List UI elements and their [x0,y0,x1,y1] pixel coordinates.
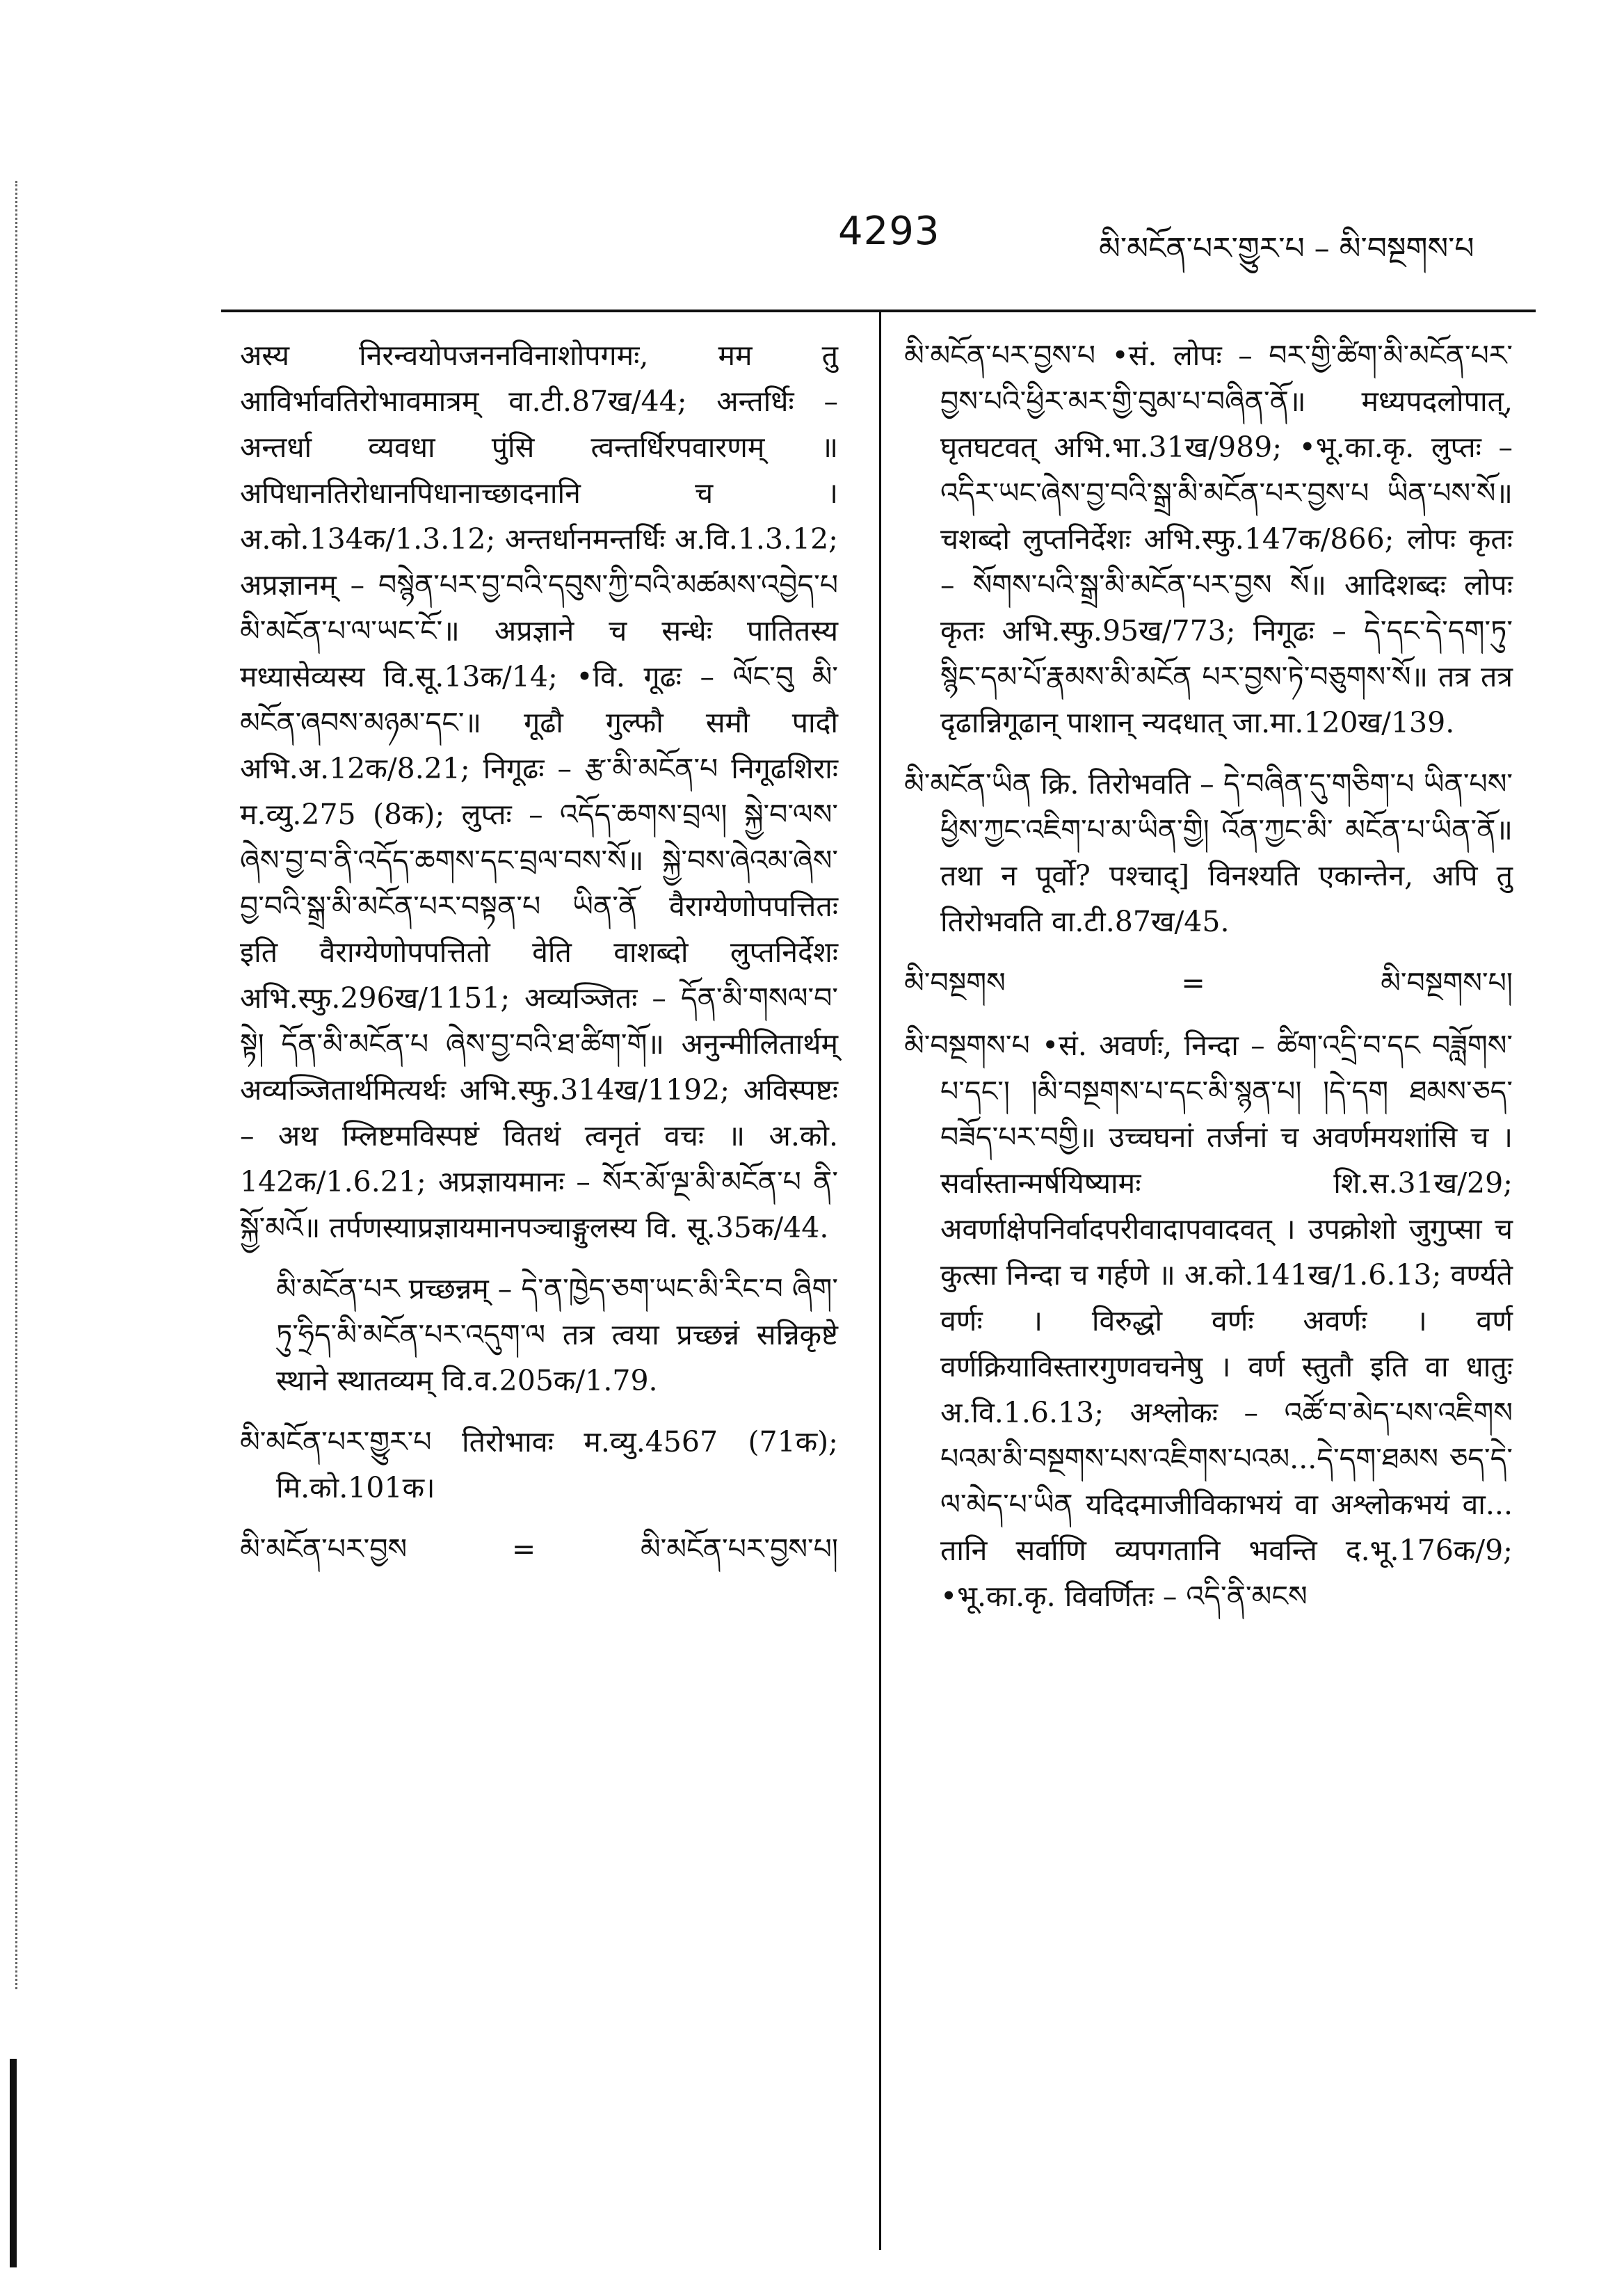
column-divider [879,310,881,2250]
cross-reference [240,1526,838,1572]
xref-equals: = [511,1532,536,1566]
entry-byas-pa: མི་མངོན་པར་བྱས་པ •सं. लोपः – བར་གྱི་ཚིག་མི་མངོན་པར་བྱས་པའི་ཕྱིར་མར་གྱི་བུམ་པ་བཞིན་ནོ॥ मध्यपदलोपात्, घृतघटवत् अभि.भा.31ख/989; •भू.का.कृ. लुप्तः – འདིར་ཡང་ཞེས་བྱ་བའི་སྒྲ་མི་མངོན་པར་བྱས་པ ཡིན་པས་སོ॥ चशब्दो लुप्तनिर्देशः अभि.स्फु.147क/866; लोपः कृतः – སོགས་པའི་སྒྲ་མི་མངོན་པར་བྱས སོ॥ आदिशब्दः लोपः कृतः अभि.स्फु.95ख/773; निगूढः – དེ་དང་དེ་དག་ཏུ་སྙིང་དམ་པོ་རྣམས་མི་མངོན པར་བྱས་ཏེ་བཅུགས་སོ॥ तत्र तत्र दृढान्निगूढान् पाशान् न्यदधात् जा.मा.120ख/139. [904,339,1513,739]
right-column [904,332,1513,1635]
page-number: 4293 [838,209,940,254]
entry-gyur-pa: མི་མངོན་པར་གྱུར་པ तिरोभावः म.व्यु.4567 (71क); मि.को.101क। [240,1425,838,1504]
xref-equals: = [1181,966,1205,999]
xref-target: མི་བསྔགས་པ། [1381,966,1513,999]
xref-headword: མི་མངོན་པར་བྱས [240,1532,408,1566]
entry-bsngags-pa: མི་བསྔགས་པ •सं. अवर्णः, निन्दा – ཚིག་འདྲི་བ་དང བཟློགས་པ་དང་། །མི་བསྔགས་པ་དང་མི་སྙན་པ། །དེ་དག ཐམས་ཅད་བཟོད་པར་བགྱི॥ उच्चघनां तर्जनां च अवर्णमयशांसि च । सर्वास्तान्मर्षयिष्यामः शि.स.31ख/29; अवर्णाक्षेपनिर्वादपरीवादापवादवत् । उपक्रोशो जुगुप्सा च कुत्सा निन्दा च गर्हणे ॥ अ.को.141ख/1.6.13; वर्ण्यते वर्णः । विरुद्धो वर्णः अवर्णः । वर्ण वर्णक्रियाविस्तारगुणवचनेषु । वर्ण स्तुतौ इति वा धातुः अ.वि.1.6.13; अश्लोकः – འཚོ་བ་མེད་པས་འཇིགས པའམ་མི་བསྔགས་པས་འཇིགས་པའམ...དེ་དག་ཐམས ཅད་དེ་ལ་མེད་པ་ཡིན यदिदमाजीविकाभयं वा अश्लोकभयं वा... तानि सर्वाणि व्यपगतानि भवन्ति द.भू.176क/9; •भू.का.कृ. विवर्णितः – འདི་ནི་མངས [904,1029,1513,1613]
left-column [240,332,838,1589]
entry-continuation: अस्य निरन्वयोपजननविनाशोपगमः, मम तु आविर्भावतिरोभावमात्रम् वा.टी.87ख/44; अन्तर्धिः – अन्तर्धा व्यवधा पुंसि त्वन्तर्धिरपवारणम् ॥ अपिधानतिरोधानपिधानाच्छादनानि च । अ.को.134क/1.3.12; अन्तर्धानमन्तर्धिः अ.वि.1.3.12; अप्रज्ञानम् – བསྙེན་པར་བྱ་བའི་དབུས་ཀྱི་བའི་མཚམས་འབྱེད་པ མི་མངོན་པ་ལ་ཡང་ངོ༌॥ अप्रज्ञाने च सन्धेः पातितस्य मध्यासेव्यस्य वि.सू.13क/14; •वि. गूढः – ལོང་བུ མི་མངོན་ཞབས་མཉམ་དང༌॥ गूढौ गुल्फौ समौ पादौ अभि.अ.12क/8.21; निगूढः – རྩ་མི་མངོན་པ निगूढशिराः म.व्यु.275 (8क); लुप्तः – འདོད་ཆགས་བྲལ། སྐྱེ་བ་ལས་ཞེས་བྱ་བ་ནི་འདོད་ཆགས་དང་བྲལ་བས་སོ॥ སྐྱེ་བས་ཞེའམ་ཞེས་བྱ་བའི་སྒྲ་མི་མངོན་པར་བསྟན་པ ཡིན་ནོ वैराग्येणोपपत्तितः इति वैराग्येणोपपत्तितो वेति वाशब्दो लुप्तनिर्देशः अभि.स्फु.296ख/1151; अव्यञ्जितः – དོན་མི་གསལ་བ་སྟེ། དོན་མི་མངོན་པ ཞེས་བྱ་བའི་ཐ་ཚིག་གོ॥ अनुन्मीलितार्थम् अव्यञ्जितार्थमित्यर्थः अभि.स्फु.314ख/1192; अविस्पष्टः – अथ म्लिष्टमविस्पष्टं वितथं त्वनृतं वचः ॥ अ.को. 142क/1.6.21; अप्रज्ञायमानः – སོར་མོ་ལྔ་མི་མངོན་པ ནི་སྐྱོ་མའོ॥ तर्पणस्याप्रज्ञायमानपञ्चाङ्गुलस्य वि. सू.35क/44. [240,339,838,1244]
header-rule [221,310,1536,312]
cross-reference [904,960,1513,1006]
xref-target: མི་མངོན་པར་བྱས་པ། [640,1532,838,1566]
page-header [0,209,1624,271]
sub-entry-pracchannam: མི་མངོན་པར प्रच्छन्नम् – དེ་ན་ཁྱེད་ཅག་ཡང་མི་རིང་བ ཞིག་ཏུ་ཧྲིད་མི་མངོན་པར་འདུག་ལ तत्र त्वया प्रच्छन्नं सन्निकृष्टे स्थाने स्थातव्यम् वि.व.205क/1.79. [276,1272,838,1397]
binding-edge-mark [10,2059,17,2267]
xref-headword: མི་བསྔགས [904,966,1006,999]
binding-edge-dots [15,181,19,1989]
entry-yin: མི་མངོན་ཡིན क्रि. तिरोभवति – དེ་བཞིན་དུ་གཅིག་པ ཡིན་པས་ཕྱིས་ཀྱང་འཇིག་པ་མ་ཡིན་གྱི། འོན་ཀྱང་མི་ མངོན་པ་ཡིན་ནོ॥ तथा न पूर्वो? पश्चाद्] विनश्यति एकान्तेन, अपि तु तिरोभवति वा.टी.87ख/45. [904,767,1513,938]
running-head: མི་མངོན་པར་གྱུར་པ – མི་བསྔགས་པ [1099,231,1474,266]
